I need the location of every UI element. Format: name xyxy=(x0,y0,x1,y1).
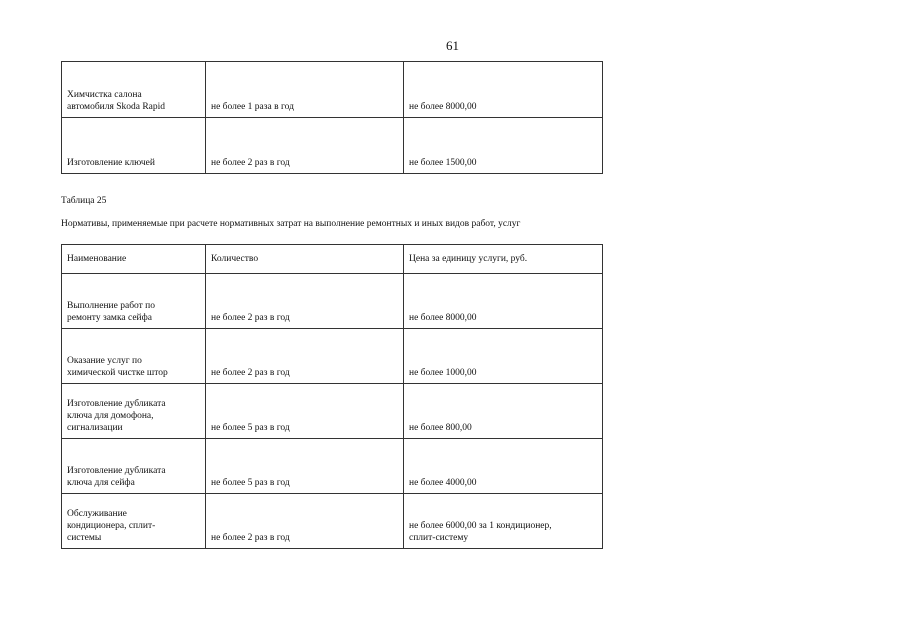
table-row xyxy=(62,494,603,549)
table-title: Нормативы, применяемые при расчете нормативных затрат на выполнение ремонтных и иных видов работ, услуг xyxy=(61,219,521,229)
quantity-cell: не более 2 раз в год xyxy=(206,494,404,549)
table-label: Таблица 25 xyxy=(61,196,107,206)
table-row xyxy=(62,439,603,494)
table-row xyxy=(62,384,603,439)
page-number: 61 xyxy=(446,38,459,53)
table-row xyxy=(62,62,603,118)
price-cell: не более 8000,00 xyxy=(404,274,603,329)
service-name-cell: Химчистка салона автомобиля Skoda Rapid xyxy=(62,62,206,118)
service-name-cell: Обслуживание кондиционера, сплит- системы xyxy=(62,494,206,549)
repair-services-table xyxy=(61,244,603,549)
header-quantity: Количество xyxy=(206,245,404,274)
service-name-cell: Оказание услуг по химической чистке штор xyxy=(62,329,206,384)
service-name-cell: Изготовление дубликата ключа для сейфа xyxy=(62,439,206,494)
table-header-row xyxy=(62,245,603,274)
quantity-cell: не более 2 раз в год xyxy=(206,118,404,174)
service-name-cell: Изготовление дубликата ключа для домофона, сигнализации xyxy=(62,384,206,439)
quantity-cell: не более 5 раз в год xyxy=(206,439,404,494)
services-table-continued xyxy=(61,61,603,174)
price-cell: не более 800,00 xyxy=(404,384,603,439)
price-cell: не более 1000,00 xyxy=(404,329,603,384)
quantity-cell: не более 1 раза в год xyxy=(206,62,404,118)
service-name-cell: Выполнение работ по ремонту замка сейфа xyxy=(62,274,206,329)
price-cell: не более 1500,00 xyxy=(404,118,603,174)
header-name: Наименование xyxy=(62,245,206,274)
service-name-cell: Изготовление ключей xyxy=(62,118,206,174)
quantity-cell: не более 5 раз в год xyxy=(206,384,404,439)
price-cell: не более 6000,00 за 1 кондиционер, сплит-систему xyxy=(404,494,603,549)
quantity-cell: не более 2 раз в год xyxy=(206,274,404,329)
price-cell: не более 4000,00 xyxy=(404,439,603,494)
table-row xyxy=(62,118,603,174)
table-row xyxy=(62,329,603,384)
header-price: Цена за единицу услуги, руб. xyxy=(404,245,603,274)
price-cell: не более 8000,00 xyxy=(404,62,603,118)
quantity-cell: не более 2 раз в год xyxy=(206,329,404,384)
table-row xyxy=(62,274,603,329)
